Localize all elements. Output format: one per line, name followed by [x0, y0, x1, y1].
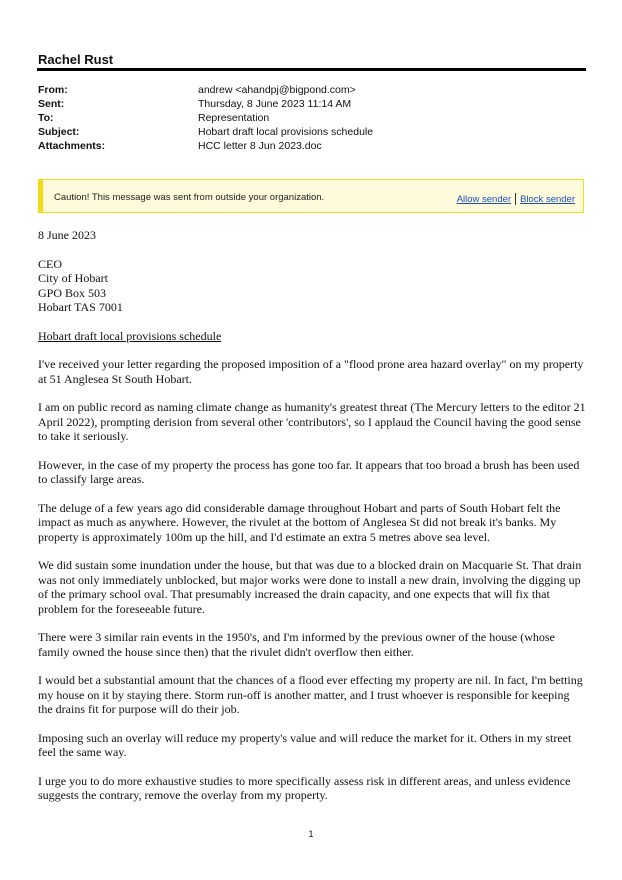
from-label: From:: [38, 84, 68, 96]
attachments-label: Attachments:: [38, 140, 106, 152]
paragraph: There were 3 similar rain events in the 1950's, and I'm informed by the previous owner of the house (whose family owned the house since then) that the rivulet didn't overflow then either.: [38, 630, 555, 659]
sent-label: Sent:: [38, 98, 65, 110]
page-number: 1: [308, 829, 314, 839]
address-line: Hobart TAS 7001: [38, 300, 123, 314]
address-line: GPO Box 503: [38, 285, 107, 300]
paragraph: We did sustain some inundation under the house, but that was due to a blocked drain on Macquarie St. That drain was not only immediately unblocked, but major works were done to install a new drain, involving the digging up of the primary school oval. That presumably increased the drain capacity, and one expects that will fix that problem for the foreseeable future.: [38, 558, 582, 616]
paragraph: However, in the case of my property the process has gone too far. It appears that too broad a brush has been used to classify large areas.: [38, 457, 580, 486]
to-value: Representation: [198, 112, 270, 124]
paragraph: The deluge of a few years ago did considerable damage throughout Hobart and parts of South Hobart felt the impact as much as anywhere. However, the rivulet at the bottom of Anglesea St did not break it's banks. My property is approximately 100m up the hill, and I'd estimate an extra 5 metres above sea level.: [38, 500, 561, 544]
external-sender-caution-banner: [38, 179, 584, 213]
block-sender-link[interactable]: Block sender: [520, 193, 575, 205]
to-row: [38, 111, 586, 125]
letter-body: [38, 228, 586, 817]
caution-message: Caution! This message was sent from outside your organization.: [54, 192, 325, 203]
subject-value: Hobart draft local provisions schedule: [198, 126, 374, 138]
attachment-file[interactable]: HCC letter 8 Jun 2023.doc: [198, 140, 322, 152]
email-header: [38, 83, 586, 153]
sent-value: Thursday, 8 June 2023 11:14 AM: [198, 98, 352, 110]
paragraph: I would bet a substantial amount that the chances of a flood ever effecting my property are nil. In fact, I'm betting my house on it by staying there. Storm run-off is another matter, and I trust whoever is responsible for keeping the drains fit for purpose will do their job.: [38, 673, 583, 716]
address-line: CEO: [38, 256, 62, 271]
subject-label: Subject:: [38, 126, 80, 138]
paragraph: I am on public record as naming climate change as humanity's greatest threat (The Mercury letters to the editor 21 April 2022), prompting derision from several other 'contributors', so I applaud the Council having the good sense to take it seriously.: [38, 400, 586, 443]
subject-row: [38, 125, 586, 139]
letter-date: 8 June 2023: [38, 228, 96, 242]
sender-name: Rachel Rust: [38, 52, 114, 67]
sent-row: [38, 97, 586, 111]
link-separator: [515, 193, 516, 205]
paragraph: Imposing such an overlay will reduce my property's value and will reduce the market for it. Others in my street feel the same way.: [38, 730, 572, 759]
letter-subject: Hobart draft local provisions schedule: [38, 328, 222, 343]
attachments-row: [38, 139, 586, 153]
address-line: City of Hobart: [38, 271, 108, 285]
recipient-address: [38, 257, 586, 315]
paragraph: I've received your letter regarding the proposed imposition of a "flood prone area hazard overlay" on my property at 51 Anglesea St South Hobart.: [38, 357, 584, 386]
banner-actions: [457, 193, 575, 205]
allow-sender-link[interactable]: Allow sender: [456, 193, 512, 205]
from-value: andrew <ahandpj@bigpond.com>: [198, 84, 356, 96]
header-divider: [37, 68, 586, 71]
to-label: To:: [38, 112, 54, 124]
from-row: [38, 83, 586, 97]
paragraph: I urge you to do more exhaustive studies to more specifically assess risk in different areas, and unless evidence suggests the contrary, remove the overlay from my property.: [38, 773, 571, 802]
